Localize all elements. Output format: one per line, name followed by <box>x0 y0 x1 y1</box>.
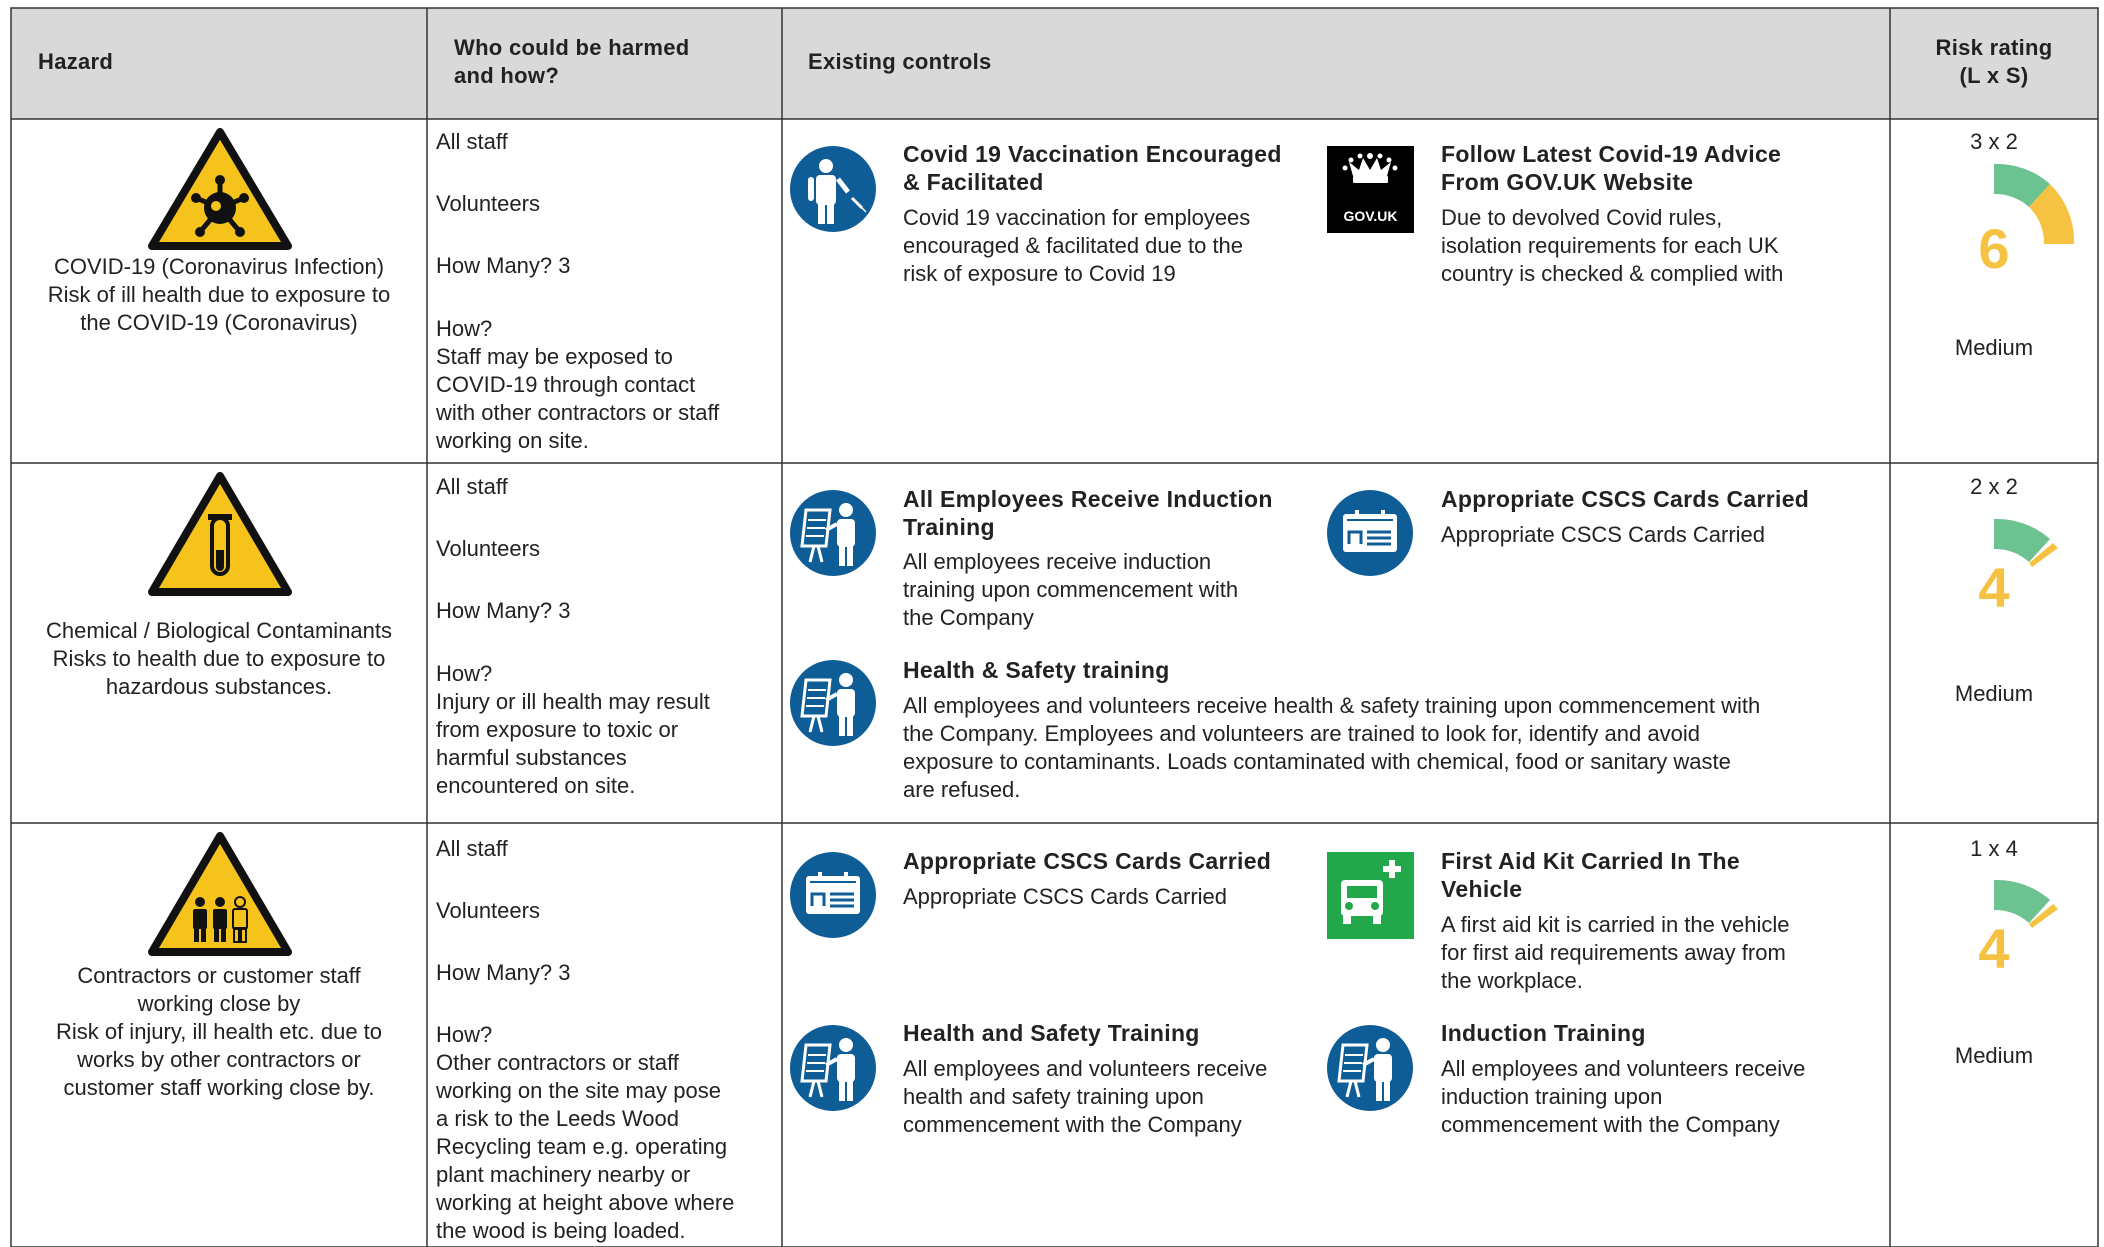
training-icon <box>790 660 876 746</box>
who-how: How? Injury or ill health may result from exposure to toxic or harmful substances encountered on site. <box>436 661 710 798</box>
risk-score: 4 <box>1978 917 2010 980</box>
control-description: All employees and volunteers receive health & safety training upon commencement with the Company. Employees and volunteers are trained to look for, identify and avoid exposure to contaminants. Loads contaminated with chemical, food or sanitary waste are refused. <box>903 693 1761 802</box>
gov-uk-logo-icon <box>1327 146 1414 233</box>
control-title: Induction Training <box>1441 1020 1646 1046</box>
who-volunteers: Volunteers <box>436 191 540 216</box>
control-description: Covid 19 vaccination for employees encouraged & facilitated due to the risk of exposure to Covid 19 <box>903 205 1251 286</box>
hazard-description: Contractors or customer staff working close by Risk of injury, ill health etc. due to works by other contractors or customer staff working close by. <box>55 963 383 1100</box>
people-warning-icon <box>148 832 292 956</box>
who-all-staff: All staff <box>436 129 508 154</box>
who-how: How? Staff may be exposed to COVID-19 through contact with other contractors or staff working on site. <box>436 316 720 453</box>
risk-lxs: 3 x 2 <box>1970 129 2018 154</box>
risk-gauge <box>1950 515 2080 635</box>
header-hazard: Hazard <box>38 49 114 74</box>
risk-gauge <box>1950 876 2080 996</box>
who-volunteers: Volunteers <box>436 536 540 561</box>
who-how-many: How Many? 3 <box>436 960 571 985</box>
risk-level: Medium <box>1954 1043 2034 1068</box>
control-description: Appropriate CSCS Cards Carried <box>903 884 1228 909</box>
control-description: All employees and volunteers receive induction training upon commencement with the Company <box>1441 1056 1806 1137</box>
who-all-staff: All staff <box>436 836 508 861</box>
control-description: Appropriate CSCS Cards Carried <box>1441 522 1766 547</box>
header-who-harmed: Who could be harmed and how? <box>454 35 690 88</box>
control-title: Follow Latest Covid-19 Advice From GOV.UK Website <box>1441 141 1782 195</box>
training-icon <box>790 490 876 576</box>
training-icon <box>790 1025 876 1111</box>
header-existing-controls: Existing controls <box>808 49 992 74</box>
hazard-description: Chemical / Biological Contaminants Risks to health due to exposure to hazardous substances. <box>45 618 393 699</box>
risk-lxs: 1 x 4 <box>1970 836 2018 861</box>
control-title: Health and Safety Training <box>903 1020 1200 1046</box>
id-card-icon <box>790 852 876 938</box>
control-title: All Employees Receive Induction Training <box>903 486 1273 540</box>
control-description: All employees receive induction training upon commencement with the Company <box>903 549 1239 630</box>
who-how: How? Other contractors or staff working on the site may pose a risk to the Leeds Wood Recycling team e.g. operating plant machinery nearby or working at height above where the wood is being loaded. <box>436 1022 735 1243</box>
control-title: First Aid Kit Carried In The Vehicle <box>1441 848 1740 902</box>
biohazard-warning-icon <box>148 128 292 250</box>
risk-level: Medium <box>1954 335 2034 360</box>
risk-lxs: 2 x 2 <box>1970 474 2018 499</box>
control-title: Appropriate CSCS Cards Carried <box>903 848 1272 874</box>
risk-score: 4 <box>1978 556 2010 619</box>
first-aid-vehicle-icon <box>1327 852 1414 939</box>
who-how-many: How Many? 3 <box>436 253 571 278</box>
header-risk-rating: Risk rating (L x S) <box>1935 35 2053 88</box>
hazard-description: COVID-19 (Coronavirus Infection) Risk of ill health due to exposure to the COVID-19 (Coronavirus) <box>47 254 391 335</box>
control-title: Health & Safety training <box>903 657 1170 683</box>
risk-level: Medium <box>1954 681 2034 706</box>
control-title: Appropriate CSCS Cards Carried <box>1441 486 1810 512</box>
chemical-warning-icon <box>148 472 292 596</box>
control-description: Due to devolved Covid rules, isolation requirements for each UK country is checked & complied with <box>1441 205 1784 286</box>
risk-gauge <box>1950 160 2080 280</box>
gov-uk-logo-text: GOV.UK <box>1343 208 1398 224</box>
who-how-many: How Many? 3 <box>436 598 571 623</box>
who-volunteers: Volunteers <box>436 898 540 923</box>
who-all-staff: All staff <box>436 474 508 499</box>
control-description: All employees and volunteers receive health and safety training upon commencement with the Company <box>903 1056 1268 1137</box>
training-icon <box>1327 1025 1413 1111</box>
risk-score: 6 <box>1978 217 2010 280</box>
control-description: A first aid kit is carried in the vehicle for first aid requirements away from the workplace. <box>1441 912 1790 993</box>
id-card-icon <box>1327 490 1413 576</box>
vaccination-icon <box>790 146 876 232</box>
control-title: Covid 19 Vaccination Encouraged & Facilitated <box>903 141 1282 195</box>
